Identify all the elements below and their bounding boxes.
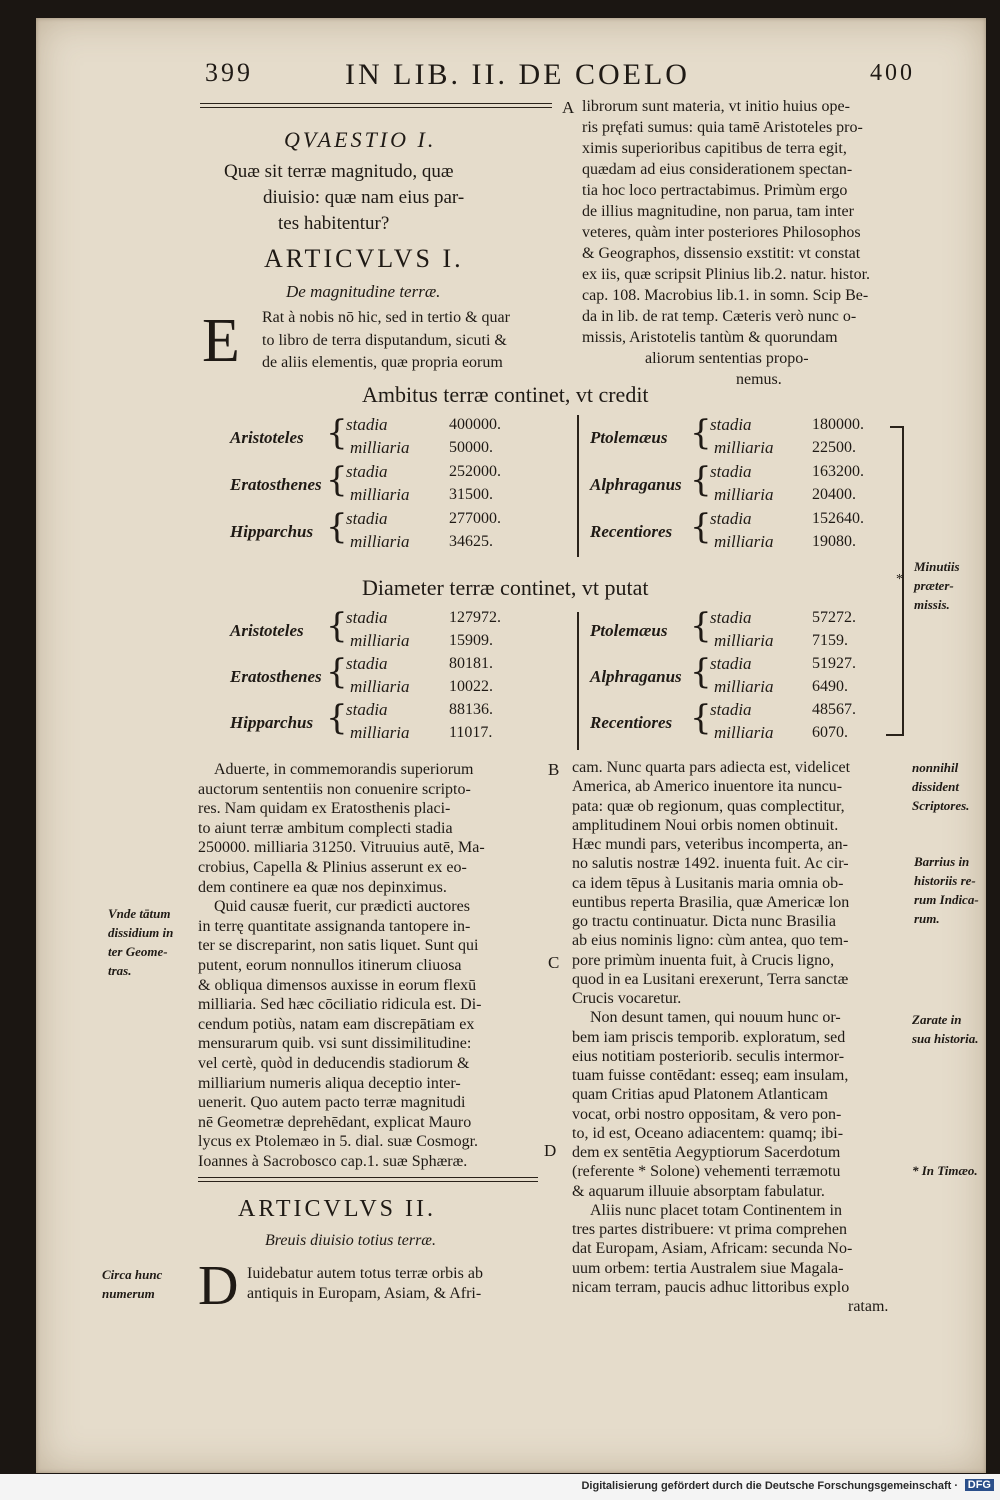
right-body-line: no salutis nostræ 1492. inuenta fuit. Ac cir-: [572, 855, 849, 873]
margin-note-line: historiis re-: [914, 873, 976, 888]
question-title-line: tes habitentur?: [278, 213, 390, 234]
margin-note-line: rum.: [914, 911, 940, 926]
milliaria-label: milliaria: [350, 532, 410, 551]
right-body-line: cam. Nunc quarta pars adiecta est, videlicet: [572, 759, 851, 776]
milliaria-label: milliaria: [714, 532, 774, 551]
stadia-value: 88136.: [449, 701, 493, 718]
article1-heading: ARTICVLVS I.: [264, 244, 464, 273]
right-body-line: ca idem tēpus à Lusitanis maria omnia ob-: [572, 874, 844, 892]
curly-brace: {: [690, 507, 712, 547]
milliaria-label: milliaria: [350, 723, 410, 742]
margin-note-line: Barrius in: [914, 854, 970, 869]
right-body-line: Aliis nunc placet totam Continentem in: [590, 1201, 842, 1219]
section-letter-b: B: [548, 760, 560, 779]
left-body-line: cendum potiùs, natam eam discrepātiam ex: [198, 1015, 475, 1033]
margin-note-timaeo: * In Timæo.: [912, 1163, 978, 1178]
article2-heading: ARTICVLVS II.: [238, 1196, 437, 1222]
page-number-left: 399: [205, 58, 253, 87]
ambitus-divider: [577, 415, 579, 557]
header-ornament-rule: [200, 103, 552, 108]
page-number-right: 400: [870, 60, 915, 86]
left-body-line: uenerit. Quo autem pacto terræ magnitudi: [198, 1094, 466, 1112]
left-body-line: auctorum sententiis non conuenire scripto-: [198, 780, 471, 798]
milliaria-label: milliaria: [350, 485, 410, 504]
right-intro-line: ximis superioribus capitibus de terra egit,: [582, 140, 847, 157]
right-intro-line: ex iis, quæ scripsit Plinius lib.2. natur. histor.: [582, 266, 871, 283]
curly-brace: {: [690, 460, 712, 500]
diameter-divider: [577, 612, 579, 750]
table-author-name: Recentiores: [590, 713, 673, 732]
table-author-name: Aristoteles: [230, 428, 304, 447]
bracket-top-tick: [890, 426, 904, 428]
article2-line: antiquis in Europam, Asiam, & Afri-: [247, 1285, 482, 1302]
right-body-line: euntibus reperta Brasilia, quæ Americæ lon: [572, 893, 850, 911]
footer-text: Digitalisierung gefördert durch die Deutsche Forschungsgemeinschaft ·: [581, 1480, 958, 1492]
table-author-name: Ptolemæus: [590, 428, 668, 447]
stadia-value: 51927.: [812, 655, 856, 672]
question-title-line: diuisio: quæ nam eius par-: [263, 187, 465, 208]
margin-note-line: numerum: [102, 1286, 155, 1301]
milliaria-value: 34625.: [449, 533, 493, 550]
table-author-name: Aristoteles: [230, 621, 304, 640]
right-body-line: pata: quæ ob regionum, quas complectitur,: [572, 797, 845, 815]
stadia-value: 80181.: [449, 655, 493, 672]
drop-cap-e: E: [202, 307, 240, 375]
right-intro-line: librorum sunt materia, vt initio huius ope-: [582, 98, 850, 115]
right-body-line: to, id est, Oceano adiacentem: quamq; ibi-: [572, 1124, 844, 1142]
bracket-marker: *: [896, 572, 903, 587]
ambitus-table-title: Ambitus terræ continet, vt credit: [362, 382, 649, 407]
right-body-line: bem iam priscis temporib. exploratum, sed: [572, 1028, 846, 1046]
curly-brace: {: [690, 413, 712, 453]
left-intro-line: Rat à nobis nō hic, sed in tertio & quar: [262, 309, 510, 326]
milliaria-label: milliaria: [350, 631, 410, 650]
left-body-line: vel certè, quòd in deducendis stadiorum &: [198, 1055, 470, 1072]
margin-note-line: Zarate in: [912, 1012, 962, 1027]
question-title-line: Quæ sit terræ magnitudo, quæ: [224, 161, 454, 182]
stadia-value: 152640.: [812, 510, 864, 527]
stadia-label: stadia: [710, 654, 752, 673]
milliaria-value: 7159.: [812, 632, 848, 649]
left-body-line: 250000. milliaria 31250. Vitruuius autē, Ma-: [198, 839, 485, 857]
stadia-label: stadia: [710, 415, 752, 434]
milliaria-value: 10022.: [449, 678, 493, 695]
margin-note-line: Circa hunc: [102, 1267, 163, 1282]
table-author-name: Recentiores: [590, 522, 673, 541]
right-intro-line: de illius magnitudine, non parua, tam inter: [582, 203, 854, 220]
digitization-footer: [0, 1474, 1000, 1500]
milliaria-value: 6070.: [812, 724, 848, 741]
stadia-label: stadia: [710, 462, 752, 481]
table-author-name: Alphraganus: [590, 475, 682, 494]
right-intro-line: nemus.: [736, 371, 782, 388]
table-author-name: Eratosthenes: [230, 475, 322, 494]
milliaria-label: milliaria: [714, 723, 774, 742]
milliaria-value: 31500.: [449, 486, 493, 503]
margin-note-line: rum Indica-: [914, 892, 979, 907]
stadia-value: 400000.: [449, 416, 501, 433]
right-body-line: eius notitiam posteriorib. seculis intermor-: [572, 1047, 845, 1065]
right-body-line: nicam terram, paucis adhuc littoribus explo: [572, 1278, 850, 1296]
curly-brace: {: [690, 606, 712, 646]
stadia-value: 180000.: [812, 416, 864, 433]
stadia-value: 48567.: [812, 701, 856, 718]
table-author-name: Alphraganus: [590, 667, 682, 686]
margin-note-line: tras.: [108, 963, 132, 978]
milliaria-value: 22500.: [812, 439, 856, 456]
right-body-line: tres partes distribuere: vt prima comprehen: [572, 1221, 848, 1238]
milliaria-value: 50000.: [449, 439, 493, 456]
drop-cap-d: D: [198, 1255, 239, 1317]
article2-ornament-rule: [198, 1177, 538, 1182]
right-body-line: uum orbem: tertia Australem siue Magala-: [572, 1259, 844, 1277]
article1-subtitle: De magnitudine terræ.: [286, 282, 441, 301]
left-body-line: ter se discreparint, non satis liquet. Sunt qui: [198, 937, 479, 955]
right-intro-line: veteres, quàm inter posteriores Philosophos: [582, 224, 861, 241]
left-body-line: Quid causæ fuerit, cur prædicti auctores: [214, 898, 470, 916]
right-body-line: dat Europam, Asiam, Africam: secunda No-: [572, 1240, 853, 1258]
margin-note-line: ter Geome-: [108, 944, 168, 959]
milliaria-value: 19080.: [812, 533, 856, 550]
stadia-label: stadia: [710, 608, 752, 627]
margin-note-line: dissidium in: [108, 925, 174, 940]
stadia-label: stadia: [346, 608, 388, 627]
right-intro-line: aliorum sententias propo-: [645, 350, 809, 367]
right-intro-line: cap. 108. Macrobius lib.1. in somn. Scip Be-: [582, 287, 869, 304]
left-body-line: mensurarum quib. vsi sunt dissimilitudine:: [198, 1035, 472, 1053]
section-letter-a: A: [562, 98, 575, 117]
left-body-line: milliarium numeris aliqua deceptio inter-: [198, 1074, 461, 1092]
table-author-name: Eratosthenes: [230, 667, 322, 686]
right-intro-line: quædam ad eius considerationem spectan-: [582, 161, 853, 178]
right-body-line: pore primùm inuenta fuit, à Crucis ligno,: [572, 951, 835, 969]
right-intro-line: da in lib. de rat temp. Cæteris verò nunc o-: [582, 308, 857, 325]
milliaria-label: milliaria: [350, 438, 410, 457]
left-body-line: crobius, Capella & Plinius asserunt ex eo-: [198, 859, 467, 876]
milliaria-value: 15909.: [449, 632, 493, 649]
article2-subtitle: Breuis diuisio totius terræ.: [265, 1232, 436, 1249]
right-body-line: Crucis vocaretur.: [572, 990, 682, 1007]
left-body-line: dem continere ea quæ nos depinximus.: [198, 878, 447, 896]
curly-brace: {: [690, 698, 712, 738]
milliaria-label: milliaria: [714, 631, 774, 650]
section-letter-d: D: [544, 1141, 557, 1160]
margin-note-line: Minutiis: [914, 559, 960, 574]
stadia-label: stadia: [710, 509, 752, 528]
curly-brace: {: [326, 698, 348, 738]
margin-note-line: nonnihil: [912, 760, 959, 775]
left-body-line: in terrę quantitate assignanda tantopere in-: [198, 917, 471, 935]
milliaria-value: 6490.: [812, 678, 848, 695]
left-body-line: Ioannes à Sacrobosco cap.1. suæ Sphæræ.: [198, 1153, 468, 1170]
curly-brace: {: [690, 652, 712, 692]
curly-brace: {: [326, 413, 348, 453]
section-letter-c: C: [548, 953, 560, 972]
right-body-line: ratam.: [848, 1298, 889, 1315]
running-title: IN LIB. II. DE COELO: [345, 58, 690, 91]
right-body-line: vocat, orbi nostro oppositam, & vero pon-: [572, 1105, 842, 1123]
milliaria-label: milliaria: [350, 677, 410, 696]
right-body-line: & aquarum illuuie absorptam fabulatur.: [572, 1182, 825, 1200]
left-body-line: nē Geometræ deprehēdant, explicat Mauro: [198, 1113, 472, 1131]
milliaria-label: milliaria: [714, 438, 774, 457]
milliaria-value: 11017.: [449, 724, 493, 741]
right-body-line: amplitudinem Noui orbis nomen obtinuit.: [572, 816, 839, 834]
curly-brace: {: [326, 606, 348, 646]
right-body-line: dem ex sentētia Aegyptiorum Sacerdotum: [572, 1144, 841, 1161]
right-body-line: Hæc mundi pars, veteribus incomperta, an-: [572, 836, 848, 853]
stadia-label: stadia: [346, 509, 388, 528]
margin-note-line: sua historia.: [912, 1031, 979, 1046]
right-body-line: tuam fuisse contēdant: esseq; eam insulam,: [572, 1067, 849, 1084]
margin-note-line: præter-: [914, 578, 954, 593]
article2-line: Iuidebatur autem totus terræ orbis ab: [247, 1265, 483, 1282]
left-intro-line: de aliis elementis, quæ propria eorum: [262, 354, 503, 371]
margin-note-line: missis.: [914, 597, 950, 612]
stadia-value: 163200.: [812, 463, 864, 480]
right-intro-line: tia hoc loco pertractabimus. Primùm ergo: [582, 182, 848, 199]
question-heading: QVAESTIO I.: [284, 127, 437, 152]
dfg-logo: DFG: [965, 1479, 994, 1491]
left-body-line: putent, eorum nonnullos itinerum cliuosa: [198, 957, 462, 974]
stadia-label: stadia: [346, 415, 388, 434]
milliaria-label: milliaria: [714, 485, 774, 504]
stadia-value: 252000.: [449, 463, 501, 480]
right-intro-line: ris pręfati sumus: quia tamē Aristoteles pro-: [582, 119, 863, 136]
stadia-label: stadia: [346, 700, 388, 719]
right-body-line: go tractu continuatur. Dicta nunc Brasilia: [572, 913, 836, 930]
milliaria-label: milliaria: [714, 677, 774, 696]
left-body-line: & obliqua dimensos auxisse in eorum flexū: [198, 976, 477, 994]
right-body-line: America, ab Americo inuentore ita nuncu-: [572, 778, 843, 796]
right-intro-line: & Geographos, dissensio exstitit: vt constat: [582, 245, 861, 262]
right-body-line: quod in ea Lusitani erexerunt, Terra sanctæ: [572, 970, 849, 988]
left-body-line: to aiunt terræ ambitum complecti stadia: [198, 819, 453, 837]
table-author-name: Hipparchus: [230, 522, 314, 541]
stadia-label: stadia: [346, 462, 388, 481]
left-intro-line: to libro de terra disputandum, sicuti &: [262, 331, 507, 349]
left-body-line: Aduerte, in commemorandis superiorum: [214, 761, 474, 778]
right-body-line: quam Critias apud Platonem Atlanticam: [572, 1086, 828, 1104]
right-intro-line: missis, Aristotelis tantùm & quorundam: [582, 329, 838, 346]
bracket-bottom-tick: [886, 734, 904, 736]
stadia-label: stadia: [346, 654, 388, 673]
right-body-line: ab eius nominis ligno: cùm antea, quo tem-: [572, 932, 849, 950]
diameter-table-title: Diameter terræ continet, vt putat: [362, 575, 649, 600]
right-body-line: Non desunt tamen, qui nouum hunc or-: [590, 1009, 841, 1027]
curly-brace: {: [326, 507, 348, 547]
left-body-line: milliaria. Sed hæc cōciliatio ridicula est. Di-: [198, 996, 482, 1014]
table-author-name: Ptolemæus: [590, 621, 668, 640]
stadia-value: 127972.: [449, 609, 501, 626]
margin-note-line: Vnde tātum: [108, 906, 171, 921]
curly-brace: {: [326, 460, 348, 500]
table-author-name: Hipparchus: [230, 713, 314, 732]
left-body-line: lycus ex Ptolemæo in 5. dial. suæ Cosmogr.: [198, 1133, 479, 1151]
margin-note-line: dissident: [912, 779, 959, 794]
stadia-label: stadia: [710, 700, 752, 719]
left-body-line: res. Nam quidam ex Eratosthenis placi-: [198, 800, 451, 818]
right-body-line: (referente * Solone) vehementi terræmotu: [572, 1163, 841, 1181]
curly-brace: {: [326, 652, 348, 692]
stadia-value: 277000.: [449, 510, 501, 527]
milliaria-value: 20400.: [812, 486, 856, 503]
stadia-value: 57272.: [812, 609, 856, 626]
margin-note-line: Scriptores.: [912, 798, 970, 813]
